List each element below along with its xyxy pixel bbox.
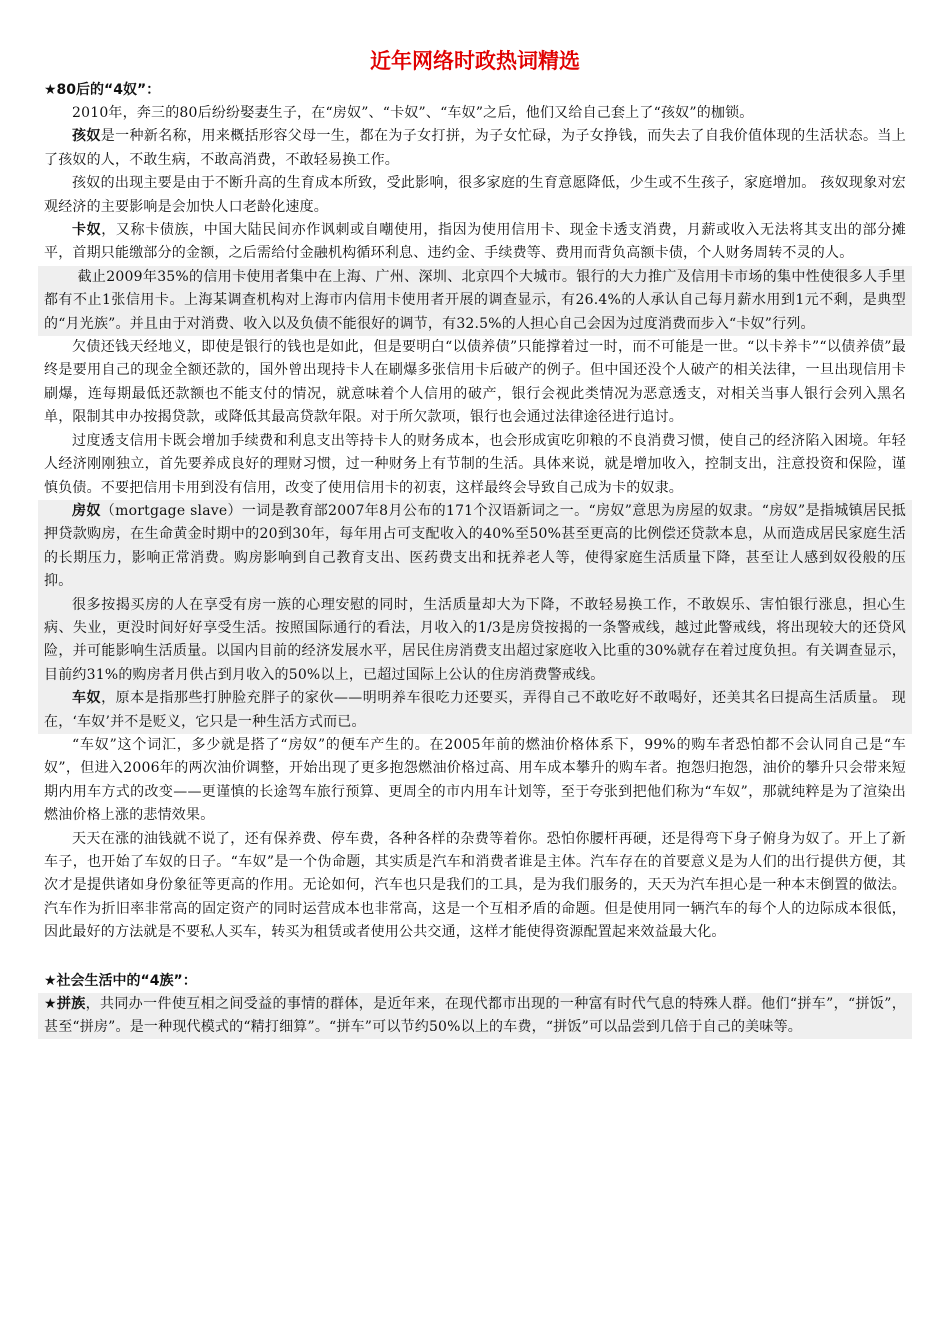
card-statistics-paragraph: 截止2009年35%的信用卡使用者集中在上海、广州、深圳、北京四个大城市。银行的大力推广及信用卡市场的集中性使很多人手里都有不止1张信用卡。上海某调查机构对上海市内信用卡使用者开展的调查显示，有26.4%的人承认自己每月薪水用到1元不剩，是典型的“月光族”。并且由于对消费、收入以及负债不能很好的调节，有32.5%的人担心自己会因为过度消费而步入“卡奴”行列。 [44,268,906,332]
pin-tribe-paragraph [44,993,906,1040]
card-debt-paragraph: 欠债还钱天经地义，即使是银行的钱也是如此，但是要明白“以债养债”只能撑着过一时，而不可能是一世。“以卡养卡”“以债养债”最终是要用自己的现金全额还款的，国外曾出现持卡人在刷爆多张信用卡后破产的例子。但中国还没个人破产的相关法律，一旦出现信用卡刷爆，连每期最低还款额也不能支付的情况，就意味着个人信用的破产，银行会视此类情况为恶意透支，对相关当事人银行会列入黑名单，限制其申办按揭贷款，或降低其最高贷款年限。对于所欠款项，银行也会通过法律途径进行追讨。 [44,339,906,426]
term-child-slave: 孩奴 [72,128,101,145]
car-fuel-paragraph: “车奴”这个词汇，多少就是搭了“房奴”的便车产生的。在2005年前的燃油价格体系下，99%的购车者恐怕都不会认同自己是“车奴”，但进入2006年的两次油价调整，开始出现了更多抱怨燃油价格过高、用车成本攀升的购车者。抱怨归抱怨，油价的攀升只会带来短期内用车方式的改变——更谨慎的长途驾车旅行预算、更周全的市内用车计划等，至于夸张到把他们称为“车奴”，那就纯粹是为了渲染出燃油价格上涨的悲情效果。 [44,736,906,824]
section-heading-4-slaves: ★80后的“4奴”： [44,82,161,98]
car-slave-definition: ，原本是指那些打肿脸充胖子的家伙——明明养车很吃力还要买，弄得自己不敢吃好不敢喝好，还美其名曰提高生活质量。 现在，‘车奴’并不是贬义，它只是一种生活方式而已。 [44,690,906,730]
child-slave-cause-paragraph: 孩奴的出现主要是由于不断升高的生育成本所致，受此影响，很多家庭的生育意愿降低，少生或不生孩子，家庭增加。 孩奴现象对宏观经济的主要影响是会加快人口老龄化速度。 [44,175,906,215]
car-slave-paragraph [44,687,906,734]
card-slave-definition: ，又称卡债族，中国大陆民间亦作讽刺或自嘲使用，指因为使用信用卡、现金卡透支消费，月薪或收入无法将其支出的部分摊平，首期只能缴部分的金额，之后需给付金融机构循环利息、违约金、手续费等、费用而背负高额卡债，个人财务周转不灵的人。 [44,222,906,262]
shaded-block-house [38,500,912,687]
shaded-block-car [38,687,912,734]
shaded-block-pin [38,993,912,1040]
house-mortgage-paragraph: 很多按揭买房的人在享受有房一族的心理安慰的同时，生活质量却大为下降，不敢轻易换工作，不敢娱乐、害怕银行涨息，担心生病、失业，更没时间好好享受生活。按照国际通行的看法，月收入的1/3是房贷按揭的一条警戒线，越过此警戒线，将出现较大的还贷风险，并可能影响生活质量。以国内目前的经济发展水平，居民住房消费支出超过家庭收入比重的30%就存在着过度负担。有关调查显示，目前约31%的购房者月供占到月收入的50%以上，已超过国际上公认的住房消费警戒线。 [44,596,906,683]
term-pin-tribe: ★拼族 [44,995,86,1012]
intro-paragraph: 2010年，奔三的80后纷纷娶妻生子，在“房奴”、“卡奴”、“车奴”之后，他们又给自己套上了“孩奴”的枷锁。 [72,105,754,121]
term-card-slave: 卡奴 [72,222,102,239]
section-heading-4-tribes: ★社会生活中的“4族”： [44,972,197,989]
car-cost-paragraph: 天天在涨的油钱就不说了，还有保养费、停车费，各种各样的杂费等着你。恐怕你腰杆再硬，还是得弯下身子俯身为奴了。开上了新车子，也开始了车奴的日子。“车奴”是一个伪命题，其实质是汽车和消费者谁是主体。汽车存在的首要意义是为人们的出行提供方便，其次才是提供诸如身份象征等更高的作用。无论如何，汽车也只是我们的工具，是为我们服务的，天天为汽车担心是一种本末倒置的做法。汽车作为折旧率非常高的固定资产的同时运营成本也非常高，这是一个互相矛盾的命题。但是使用同一辆汽车的每个人的边际成本很低，因此最好的方法就是不要私人买车，转买为租赁或者使用公共交通，这样才能使得资源配置起来效益最大化。 [44,830,906,941]
term-house-slave: 房奴 [72,502,101,519]
house-slave-paragraph [44,500,906,594]
card-advice-paragraph: 过度透支信用卡既会增加手续费和利息支出等持卡人的财务成本，也会形成寅吃卯粮的不良消费习惯，使自己的经济陷入困境。年轻人经济刚刚独立，首先要养成良好的理财习惯，过一种财务上有节制的生活。具体来说，就是增加收入，控制支出，注意投资和保险，谨慎负债。不要把信用卡用到没有信用，改变了使用信用卡的初衷，这样最终会导致自己成为卡的奴隶。 [44,432,906,496]
child-slave-definition: 是一种新名称，用来概括形容父母一生，都在为子女打拼，为子女忙碌，为子女挣钱，而失去了自我价值体现的生活状态。当上了孩奴的人，不敢生病，不敢高消费，不敢轻易换工作。 [44,128,906,168]
child-slave-paragraph [44,125,906,172]
document-page [44,44,906,1039]
house-slave-definition: （mortgage slave）一词是教育部2007年8月公布的171个汉语新词之一。“房奴”意思为房屋的奴隶。“房奴”是指城镇居民抵押贷款购房，在生命黄金时期中的20到30年，每年用占可支配收入的40%至50%甚至更高的比例偿还贷款本息，从而造成居民家庭生活的长期压力，影响正常消费。购房影响到自己教育支出、医药费支出和抚养老人等，使得家庭生活质量下降，甚至让人感到奴役般的压抑。 [44,502,907,590]
shaded-block-card [38,266,912,336]
term-car-slave: 车奴 [72,690,102,707]
pin-tribe-definition: ，共同办一件使互相之间受益的事情的群体，是近年来，在现代都市出现的一种富有时代气息的特殊人群。他们“拼车”，“拼饭”，甚至“拼房”。是一种现代模式的“精打细算”。“拼车”可以节约50%以上的车费，“拼饭”可以品尝到几倍于自己的美味等。 [44,995,906,1036]
card-slave-paragraph [44,219,906,266]
document-title: 近年网络时政热词精选 [370,49,580,73]
